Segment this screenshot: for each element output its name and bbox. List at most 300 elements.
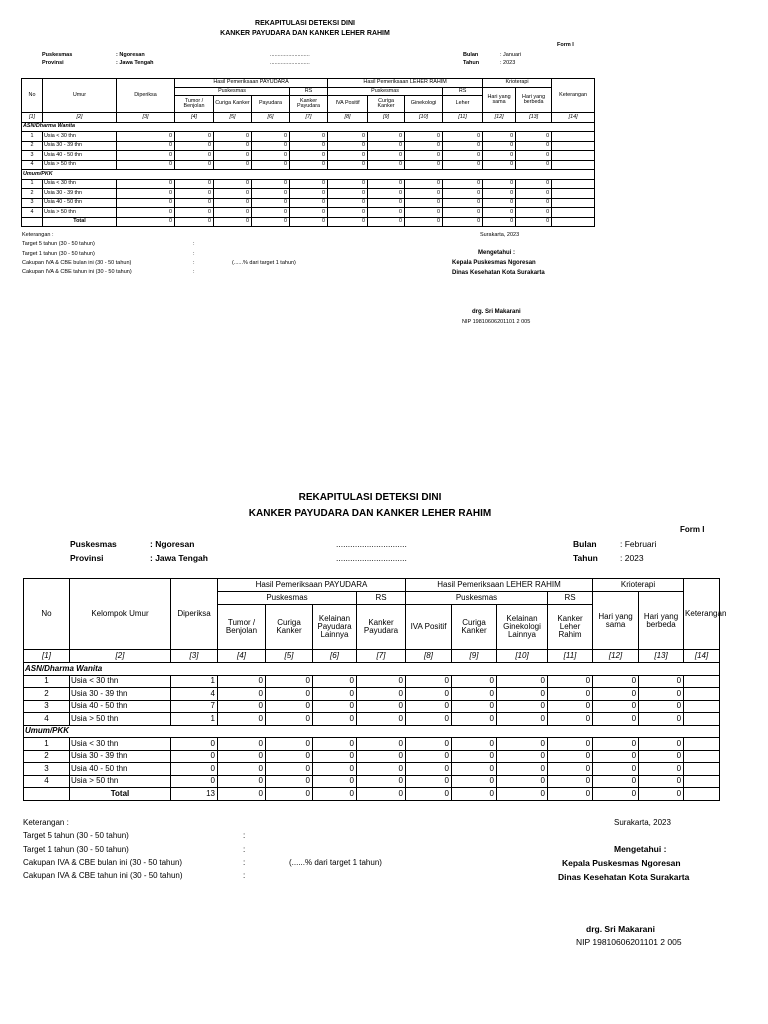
report-title-line1: REKAPITULASI DETEKSI DINI: [255, 20, 355, 27]
row-no: 3: [22, 198, 43, 208]
blank-field-1: ..........................: [270, 52, 310, 58]
note-target1: Target 1 tahun (30 - 50 tahun): [23, 845, 129, 854]
row-value: 0: [357, 688, 406, 701]
table-row: [22, 179, 595, 189]
row-no: 3: [24, 700, 70, 713]
row-value: 0: [516, 132, 552, 142]
form-label: Form I: [680, 525, 705, 534]
signature-nip: NIP 19810606201101 2 005: [462, 319, 531, 325]
note-colon: :: [193, 251, 195, 257]
row-value: 0: [218, 763, 266, 776]
row-value: 0: [290, 151, 328, 161]
signature-mengetahui: Mengetahui :: [614, 844, 667, 854]
row-value: 0: [483, 198, 516, 208]
index-cell: [10]: [405, 113, 443, 123]
row-value: 0: [252, 189, 290, 199]
note-persen: (......% dari target 1 tahun): [289, 858, 382, 867]
row-value: 0: [639, 763, 684, 776]
row-no: 2: [24, 750, 70, 763]
row-value: 0: [548, 763, 593, 776]
row-value: 0: [405, 198, 443, 208]
recap-table: [21, 78, 595, 227]
header-no: No: [22, 79, 43, 113]
row-keterangan: [684, 763, 720, 776]
header-curiga-payudara: Curiga Kanker: [266, 605, 313, 650]
note-cakupan-bulan: Cakupan IVA & CBE bulan ini (30 - 50 tahun): [22, 260, 132, 266]
row-value: 0: [548, 775, 593, 788]
row-value: 0: [313, 763, 357, 776]
header-curiga-payudara: Curiga Kanker: [214, 96, 252, 113]
table-row: [22, 198, 595, 208]
tahun-label: Tahun: [573, 553, 598, 563]
report-title-line1: REKAPITULASI DETEKSI DINI: [298, 492, 442, 503]
row-value: 0: [593, 700, 639, 713]
signature-place-date: Surakarta, 2023: [480, 232, 520, 238]
row-value: 0: [405, 208, 443, 218]
row-no: 1: [22, 179, 43, 189]
row-value: 0: [368, 151, 405, 161]
index-cell: [9]: [368, 113, 405, 123]
section-umum: Umum/PKK: [24, 725, 720, 738]
blank-field-1: ..............................: [336, 539, 407, 549]
row-keterangan: [552, 179, 595, 189]
row-value: 0: [452, 688, 497, 701]
row-value: 0: [593, 775, 639, 788]
puskesmas-label: Puskesmas: [42, 52, 73, 58]
total-row: [22, 217, 595, 227]
row-age-group: Usia < 30 thn: [70, 738, 171, 751]
total-value: 13: [171, 788, 218, 801]
row-value: 0: [368, 189, 405, 199]
row-value: 0: [639, 738, 684, 751]
table-row: [24, 713, 720, 726]
header-hari-beda: Hari yang berbeda: [516, 88, 552, 113]
total-value: 0: [593, 788, 639, 801]
row-value: 0: [218, 750, 266, 763]
row-value: 0: [405, 151, 443, 161]
total-row: [24, 788, 720, 801]
row-value: 0: [368, 198, 405, 208]
row-value: 0: [313, 713, 357, 726]
row-age-group: Usia < 30 thn: [70, 675, 171, 688]
bulan-value: : Februari: [620, 539, 657, 549]
signature-mengetahui: Mengetahui :: [478, 250, 515, 256]
table-row: [22, 208, 595, 218]
row-keterangan: [684, 775, 720, 788]
row-value: 0: [357, 675, 406, 688]
row-value: 0: [357, 750, 406, 763]
row-value: 0: [405, 141, 443, 151]
row-value: 0: [214, 151, 252, 161]
index-cell: [2]: [43, 113, 117, 123]
row-value: 0: [266, 738, 313, 751]
row-value: 0: [117, 141, 175, 151]
row-value: 0: [175, 179, 214, 189]
puskesmas-value: : Ngoresan: [150, 539, 195, 549]
row-value: 0: [328, 198, 368, 208]
table-row: [22, 141, 595, 151]
row-no: 1: [22, 132, 43, 142]
header-payudara-group: Hasil Pemeriksaan PAYUDARA: [175, 79, 328, 88]
row-value: 0: [328, 141, 368, 151]
header-diperiksa: Diperiksa: [171, 579, 218, 650]
row-value: 0: [368, 160, 405, 170]
row-value: 0: [452, 750, 497, 763]
row-no: 2: [22, 141, 43, 151]
row-value: 0: [252, 198, 290, 208]
index-cell: [5]: [214, 113, 252, 123]
total-value: 0: [214, 217, 252, 227]
table-row: [22, 132, 595, 142]
row-no: 4: [22, 208, 43, 218]
row-value: 0: [252, 141, 290, 151]
tahun-label: Tahun: [463, 60, 480, 66]
index-cell: [1]: [24, 650, 70, 663]
header-umur: Kelompok Umur: [70, 579, 171, 650]
row-value: 0: [357, 763, 406, 776]
row-value: 0: [252, 151, 290, 161]
table-row: [24, 738, 720, 751]
total-value: 0: [368, 217, 405, 227]
row-value: 0: [593, 675, 639, 688]
row-no: 2: [24, 688, 70, 701]
row-keterangan: [552, 141, 595, 151]
row-no: 3: [22, 151, 43, 161]
table-row: [24, 700, 720, 713]
row-value: 0: [313, 775, 357, 788]
index-cell: [7]: [357, 650, 406, 663]
row-value: 0: [328, 179, 368, 189]
row-value: 0: [117, 208, 175, 218]
row-value: 0: [497, 675, 548, 688]
row-value: 0: [405, 179, 443, 189]
index-cell: [4]: [175, 113, 214, 123]
total-keterangan: [684, 788, 720, 801]
header-puskesmas-1: Puskesmas: [218, 592, 357, 605]
row-value: 0: [548, 738, 593, 751]
note-colon: :: [193, 241, 195, 247]
total-label: Total: [70, 788, 171, 801]
provinsi-label: Provinsi: [42, 60, 64, 66]
row-keterangan: [684, 750, 720, 763]
total-value: 0: [516, 217, 552, 227]
total-value: 0: [252, 217, 290, 227]
row-value: 0: [483, 151, 516, 161]
row-value: 0: [218, 738, 266, 751]
row-value: 0: [452, 675, 497, 688]
row-value: 0: [117, 198, 175, 208]
note-colon: :: [243, 845, 246, 854]
row-value: 0: [497, 750, 548, 763]
note-cakupan-bulan: Cakupan IVA & CBE bulan ini (30 - 50 tahun): [23, 858, 183, 867]
header-krioterapi-group: Krioterapi: [483, 79, 552, 88]
header-iva: IVA Positif: [328, 96, 368, 113]
row-value: 0: [639, 700, 684, 713]
row-value: 0: [252, 179, 290, 189]
row-value: 0: [639, 688, 684, 701]
row-keterangan: [552, 208, 595, 218]
index-cell: [1]: [22, 113, 43, 123]
row-value: 0: [483, 208, 516, 218]
note-colon: :: [243, 871, 246, 880]
section-umum: Umum/PKK: [22, 170, 595, 180]
row-keterangan: [684, 700, 720, 713]
signature-name: drg. Sri Makarani: [586, 924, 655, 934]
total-value: 0: [218, 788, 266, 801]
row-age-group: Usia < 30 thn: [43, 179, 117, 189]
row-age-group: Usia > 50 thn: [70, 775, 171, 788]
row-age-group: Usia 30 - 39 thn: [43, 141, 117, 151]
row-age-group: Usia 30 - 39 thn: [70, 750, 171, 763]
row-value: 0: [516, 151, 552, 161]
total-value: 0: [328, 217, 368, 227]
total-value: 0: [405, 217, 443, 227]
row-value: 7: [171, 700, 218, 713]
index-cell: [13]: [639, 650, 684, 663]
row-value: 0: [516, 198, 552, 208]
index-cell: [12]: [483, 113, 516, 123]
total-value: 0: [117, 217, 175, 227]
row-value: 0: [328, 208, 368, 218]
total-value: 0: [175, 217, 214, 227]
header-hari-beda: Hari yang berbeda: [639, 592, 684, 650]
row-keterangan: [552, 198, 595, 208]
row-keterangan: [552, 151, 595, 161]
section-asn: ASN/Dharma Wanita: [22, 122, 595, 132]
row-value: 0: [405, 189, 443, 199]
index-cell: [10]: [497, 650, 548, 663]
row-value: 0: [328, 151, 368, 161]
row-value: 0: [214, 160, 252, 170]
header-puskesmas-1: Puskesmas: [175, 88, 290, 96]
row-value: 0: [175, 132, 214, 142]
row-value: 0: [443, 189, 483, 199]
row-value: 0: [443, 208, 483, 218]
header-curiga-leher: Curiga Kanker: [368, 96, 405, 113]
header-kanker-payudara: Kanker Payudara: [357, 605, 406, 650]
row-value: 0: [452, 763, 497, 776]
report-title-line2: KANKER PAYUDARA DAN KANKER LEHER RAHIM: [248, 508, 492, 519]
row-value: 0: [290, 198, 328, 208]
header-leher: Kanker Leher Rahim: [548, 605, 593, 650]
row-value: 0: [175, 189, 214, 199]
row-value: 0: [593, 688, 639, 701]
signature-dinas: Dinas Kesehatan Kota Surakarta: [452, 270, 545, 276]
row-value: 0: [218, 688, 266, 701]
row-value: 0: [266, 713, 313, 726]
table-row: [22, 151, 595, 161]
header-keterangan: Keterangan: [684, 579, 720, 650]
row-value: 0: [290, 160, 328, 170]
row-value: 0: [406, 775, 452, 788]
index-cell: [8]: [406, 650, 452, 663]
header-umur: Umur: [43, 79, 117, 113]
row-value: 0: [483, 189, 516, 199]
bulan-label: Bulan: [463, 52, 479, 58]
row-value: 0: [443, 179, 483, 189]
row-value: 0: [593, 738, 639, 751]
index-cell: [11]: [443, 113, 483, 123]
row-value: 0: [497, 700, 548, 713]
signature-nip: NIP 19810606201101 2 005: [576, 937, 682, 947]
header-rs-2: RS: [548, 592, 593, 605]
header-rs-2: RS: [443, 88, 483, 96]
tahun-value: : 2023: [500, 60, 516, 66]
header-kelainan-payudara: Kelainan Payudara Lainnya: [313, 605, 357, 650]
row-value: 0: [516, 160, 552, 170]
index-cell: [3]: [171, 650, 218, 663]
row-value: 0: [368, 208, 405, 218]
header-curiga-leher: Curiga Kanker: [452, 605, 497, 650]
note-cakupan-tahun: Cakupan IVA & CBE tahun ini (30 - 50 tahun): [22, 269, 132, 275]
row-value: 0: [516, 141, 552, 151]
row-value: 0: [593, 763, 639, 776]
note-colon: :: [193, 260, 195, 266]
row-no: 2: [22, 189, 43, 199]
row-keterangan: [684, 738, 720, 751]
header-leher-group: Hasil Pemeriksaan LEHER RAHIM: [406, 579, 593, 592]
signature-kepala: Kepala Puskesmas Ngoresan: [562, 858, 681, 868]
total-value: 0: [357, 788, 406, 801]
row-value: 0: [252, 132, 290, 142]
header-leher-group: Hasil Pemeriksaan LEHER RAHIM: [328, 79, 483, 88]
row-value: 0: [639, 775, 684, 788]
row-value: 0: [266, 688, 313, 701]
table-row: [22, 160, 595, 170]
row-no: 3: [24, 763, 70, 776]
row-value: 0: [313, 675, 357, 688]
total-value: 0: [266, 788, 313, 801]
table-row: [24, 688, 720, 701]
row-value: 0: [218, 775, 266, 788]
row-value: 0: [639, 675, 684, 688]
row-value: 0: [497, 713, 548, 726]
total-value: 0: [290, 217, 328, 227]
row-value: 0: [483, 160, 516, 170]
row-value: 0: [175, 160, 214, 170]
header-iva: IVA Positif: [406, 605, 452, 650]
row-keterangan: [684, 713, 720, 726]
row-age-group: Usia 30 - 39 thn: [70, 688, 171, 701]
row-value: 0: [548, 700, 593, 713]
row-keterangan: [552, 160, 595, 170]
note-target5: Target 5 tahun (30 - 50 tahun): [23, 831, 129, 840]
row-value: 0: [266, 675, 313, 688]
row-value: 0: [313, 700, 357, 713]
header-puskesmas-2: Puskesmas: [328, 88, 443, 96]
notes-title: Keterangan :: [22, 232, 54, 238]
puskesmas-value: : Ngoresan: [116, 52, 145, 58]
header-tumor: Tumor / Benjolan: [175, 96, 214, 113]
form-label: Form I: [557, 42, 574, 48]
row-value: 0: [218, 700, 266, 713]
row-value: 0: [593, 713, 639, 726]
row-value: 0: [175, 208, 214, 218]
puskesmas-label: Puskesmas: [70, 539, 117, 549]
blank-field-2: ..........................: [270, 60, 310, 66]
row-value: 1: [171, 713, 218, 726]
row-value: 0: [171, 738, 218, 751]
row-value: 0: [406, 713, 452, 726]
row-value: 0: [357, 700, 406, 713]
row-value: 0: [175, 151, 214, 161]
row-value: 0: [290, 132, 328, 142]
note-persen: (......% dari target 1 tahun): [232, 260, 296, 266]
total-value: 0: [443, 217, 483, 227]
row-value: 0: [548, 675, 593, 688]
bulan-value: : Januari: [500, 52, 522, 58]
notes-title: Keterangan :: [23, 818, 69, 827]
total-keterangan: [552, 217, 595, 227]
row-value: 0: [516, 189, 552, 199]
row-value: 0: [406, 688, 452, 701]
row-value: 0: [548, 713, 593, 726]
row-value: 0: [443, 132, 483, 142]
row-value: 0: [290, 208, 328, 218]
row-value: 0: [214, 141, 252, 151]
header-ginekologi: Ginekologi: [405, 96, 443, 113]
row-keterangan: [684, 688, 720, 701]
index-row: [24, 650, 720, 663]
row-age-group: Usia 40 - 50 thn: [43, 151, 117, 161]
row-value: 0: [252, 208, 290, 218]
blank-field-2: ..............................: [336, 553, 407, 563]
header-no: No: [24, 579, 70, 650]
header-tumor: Tumor / Benjolan: [218, 605, 266, 650]
row-no: 4: [24, 775, 70, 788]
row-value: 0: [290, 141, 328, 151]
index-cell: [6]: [252, 113, 290, 123]
row-value: 0: [406, 675, 452, 688]
row-value: 0: [117, 179, 175, 189]
row-value: 0: [483, 141, 516, 151]
row-value: 0: [443, 198, 483, 208]
row-keterangan: [552, 132, 595, 142]
row-value: 0: [406, 763, 452, 776]
table-row: [24, 750, 720, 763]
row-value: 0: [252, 160, 290, 170]
row-age-group: Usia > 50 thn: [70, 713, 171, 726]
row-value: 0: [443, 151, 483, 161]
bulan-label: Bulan: [573, 539, 597, 549]
row-value: 0: [639, 713, 684, 726]
row-value: 4: [171, 688, 218, 701]
section-asn: ASN/Dharma Wanita: [24, 663, 720, 676]
index-cell: [11]: [548, 650, 593, 663]
row-value: 0: [443, 160, 483, 170]
index-cell: [14]: [684, 650, 720, 663]
index-cell: [6]: [313, 650, 357, 663]
row-value: 0: [218, 675, 266, 688]
row-value: 0: [357, 713, 406, 726]
row-value: 0: [290, 189, 328, 199]
note-target5: Target 5 tahun (30 - 50 tahun): [22, 241, 95, 247]
row-value: 0: [639, 750, 684, 763]
header-payudara-group: Hasil Pemeriksaan PAYUDARA: [218, 579, 406, 592]
row-value: 0: [328, 160, 368, 170]
row-value: 0: [452, 700, 497, 713]
row-age-group: Usia 40 - 50 thn: [70, 700, 171, 713]
index-cell: [9]: [452, 650, 497, 663]
row-value: 0: [266, 750, 313, 763]
row-value: 0: [171, 775, 218, 788]
total-label: Total: [43, 217, 117, 227]
tahun-value: : 2023: [620, 553, 644, 563]
row-value: 0: [171, 763, 218, 776]
row-value: 0: [175, 141, 214, 151]
note-colon: :: [243, 831, 246, 840]
note-target1: Target 1 tahun (30 - 50 tahun): [22, 251, 95, 257]
